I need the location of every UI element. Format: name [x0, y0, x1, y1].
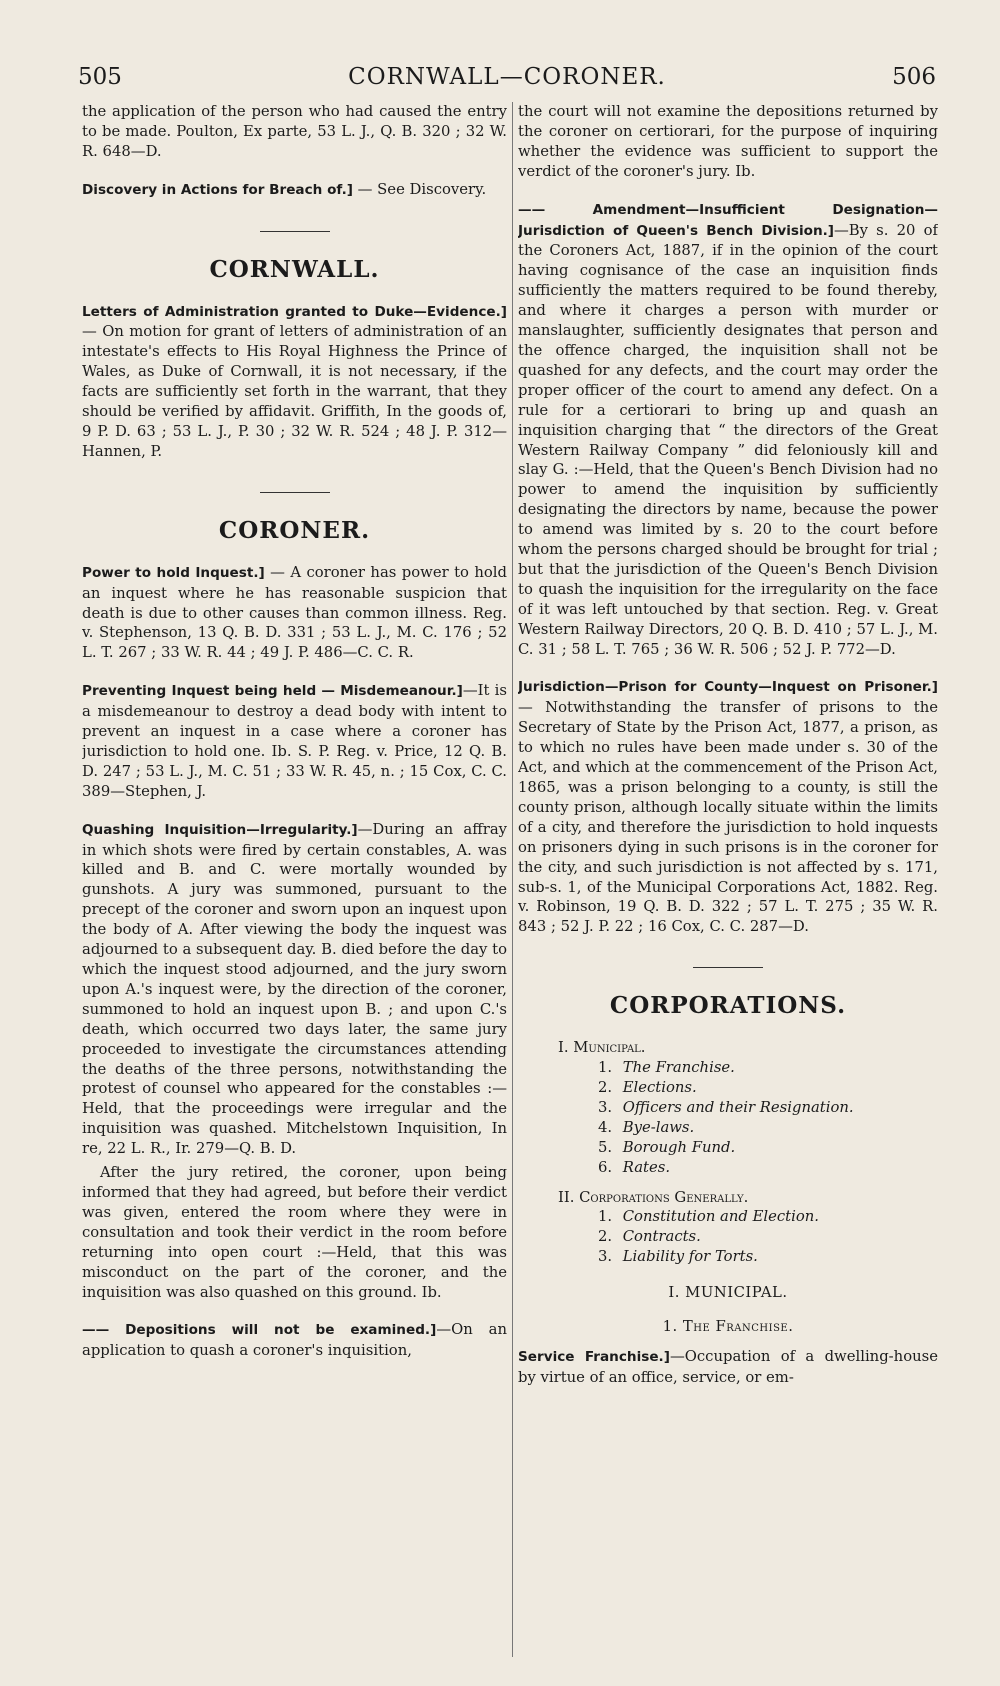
entry-heading: Service Franchise.]	[518, 1348, 670, 1365]
entry-body: — See Discovery.	[352, 180, 487, 198]
toc-item-number: 1.	[598, 1059, 613, 1077]
running-title: CORNWALL—CORONER.	[348, 64, 666, 90]
toc-group-items	[518, 1058, 938, 1177]
toc-item	[598, 1158, 938, 1178]
toc-item-number: 3.	[598, 1248, 613, 1266]
entry-body: — Notwithstanding the transfer of prisons to the Secretary of State by the Prison Act, 1877, a prison, as to which no rules have been made under s. 30 of the Act, and which at the commencement of the Prison Act, 1865, was a prison belonging to a county, is still the county prison, although locally situate within the limits of a city, and therefore the jurisdiction to hold inquests on prisoners dying in such prisons is in the coroner for the city, and such jurisdiction is not affected by s. 171, sub-s. 1, of the Municipal Corporations Act, 1882. Reg. v. Robinson, 19 Q. B. D. 322 ; 57 L. T. 275 ; 35 W. R. 843 ; 52 J. P. 22 ; 16 Cox, C. C. 287—D.	[518, 699, 938, 936]
toc-item	[598, 1247, 938, 1267]
subsection-heading: 1. The Franchise.	[662, 1318, 794, 1336]
toc-item-number: 3.	[598, 1098, 613, 1116]
toc-item-label: Elections.	[622, 1078, 697, 1096]
entry-body: —During an affray in which shots were fired by certain constables, A. was killed and B. and C. were mortally wounded by gunshots. A jury was summoned, pursuant to the precept of the coroner and sworn upon an inquest upon the body of A. After viewing the body the inquest was adjourned to a subsequent day. B. died before the day to which the inquest stood adjourned, and the jury sworn upon A.'s inquest were, by the direction of the coroner, summoned to hold an inquest upon B. ; and upon C.'s death, which occurred two days later, the same jury proceeded to investigate the circumstances attending the deaths of the three persons, notwithstanding the protest of counsel who appeared for the constables :—Held, that the proceedings were irregular and the inquisition was quashed. Mitchelstown Inquisition, In re, 22 L. R., Ir. 279—Q. B. D.	[82, 820, 507, 1158]
entry-body: —Occupation of a dwelling-house by virtue of an office, service, or em-	[518, 1347, 938, 1386]
entry-heading: Discovery in Actions for Breach of.]	[82, 181, 353, 198]
paragraph	[82, 1320, 507, 1361]
toc-item	[598, 1118, 938, 1138]
entry-heading: Quashing Inquisition—Irregularity.]	[82, 821, 358, 838]
paragraph	[82, 681, 507, 801]
paragraph	[518, 200, 938, 660]
section-rule	[260, 492, 330, 493]
toc-item	[598, 1227, 938, 1247]
toc-item-label: Constitution and Election.	[622, 1208, 819, 1226]
section-title-cornwall: CORNWALL.	[209, 255, 380, 283]
toc-item-number: 2.	[598, 1228, 613, 1246]
toc-item-label: Rates.	[622, 1158, 671, 1176]
section-rule	[693, 967, 763, 968]
toc-item	[598, 1138, 938, 1158]
paragraph	[82, 820, 507, 1159]
page-number-left: 505	[78, 64, 122, 90]
section-title-coroner: CORONER.	[218, 516, 371, 544]
paragraph	[82, 563, 507, 664]
toc-group: I. Municipal.	[558, 1039, 646, 1057]
entry-body: — On motion for grant of letters of administration of an intestate's effects to His Royal Highness the Prince of Wales, as Duke of Cornwall, it is not necessary, if the facts are sufficiently set forth in the warrant, that they should be verified by affidavit. Griffith, In the goods of, 9 P. D. 63 ; 53 L. J., P. 30 ; 32 W. R. 524 ; 48 J. P. 312—Hannen, P.	[82, 323, 507, 460]
paragraph	[518, 1347, 938, 1388]
entry-body: —It is a misdemeanour to destroy a dead body with intent to prevent an inquest in a case where a coroner has jurisdiction to hold one. Ib. S. P. Reg. v. Price, 12 Q. B. D. 247 ; 53 L. J., M. C. 51 ; 33 W. R. 45, n. ; 15 Cox, C. C. 389—Stephen, J.	[82, 682, 507, 800]
right-column	[518, 102, 938, 1662]
toc-item-label: Contracts.	[622, 1228, 701, 1246]
section-rule	[260, 231, 330, 232]
toc-group: II. Corporations Generally.	[558, 1188, 749, 1206]
toc-item	[598, 1078, 938, 1098]
entry-heading: Jurisdiction—Prison for County—Inquest on Prisoner.]	[518, 679, 938, 696]
toc-item-number: 6.	[598, 1158, 613, 1176]
toc-item-label: The Franchise.	[622, 1059, 735, 1077]
left-column	[82, 102, 507, 1662]
toc-group-items	[518, 1207, 938, 1267]
toc-item-number: 5.	[598, 1138, 613, 1156]
paragraph: After the jury retired, the coroner, upon being informed that they had agreed, but before their verdict was given, entered the room where they were in consultation and took their verdict in the room before returning into open court :—Held, that this was misconduct on the part of the coroner, and the inquisition was also quashed on this ground. Ib.	[82, 1164, 507, 1301]
entry-heading: Letters of Administration granted to Duke—Evidence.]	[82, 303, 507, 320]
toc-item-number: 4.	[598, 1118, 613, 1136]
toc-item	[598, 1098, 938, 1118]
entry-heading: —— Amendment—Insufficient Designation—Jurisdiction of Queen's Bench Division.]	[518, 201, 938, 239]
entry-heading: —— Depositions will not be examined.]	[82, 1322, 437, 1339]
paragraph: the court will not examine the depositions returned by the coroner on certiorari, for the purpose of inquiring whether the evidence was sufficient to support the verdict of the coroner's jury. Ib.	[518, 103, 938, 180]
entry-heading: Power to hold Inquest.]	[82, 564, 265, 581]
toc-item	[598, 1207, 938, 1227]
toc-item-label: Officers and their Resignation.	[622, 1098, 854, 1116]
page-number-right: 506	[892, 64, 936, 90]
subsection-heading: I. MUNICIPAL.	[668, 1284, 788, 1302]
toc-item-label: Borough Fund.	[622, 1138, 736, 1156]
entry-body: —On an application to quash a coroner's inquisition,	[82, 1321, 507, 1360]
column-divider	[512, 102, 513, 1657]
paragraph: the application of the person who had caused the entry to be made. Poulton, Ex parte, 53 L. J., Q. B. 320 ; 32 W. R. 648—D.	[82, 103, 507, 160]
toc-item	[598, 1058, 938, 1078]
toc-item-number: 1.	[598, 1208, 613, 1226]
entry-body: — A coroner has power to hold an inquest where he has reasonable suspicion that death is due to other causes than common illness. Reg. v. Stephenson, 13 Q. B. D. 331 ; 53 L. J., M. C. 176 ; 52 L. T. 267 ; 33 W. R. 44 ; 49 J. P. 486—C. C. R.	[82, 563, 507, 662]
page-header	[78, 64, 936, 94]
toc-item-number: 2.	[598, 1078, 613, 1096]
entry-body: —By s. 20 of the Coroners Act, 1887, if in the opinion of the court having cognisance of the case an inquisition finds sufficiently the matters required to be found thereby, and where it charges a person with murder or manslaughter, sufficiently designates that person and the offence charged, the inquisition shall not be quashed for any defects, and the court may order the proper officer of the court to amend any defect. On a rule for a certiorari to bring up and quash an inquisition charging that “ the directors of the Great Western Railway Company ” did feloniously kill and slay G. :—Held, that the Queen's Bench Division had no power to amend the inquisition by sufficiently designating the directors by name, because the power to amend was limited by s. 20 to the court before whom the persons charged should be brought for trial ; but that the jurisdiction of the Queen's Bench Division to quash the inquisition for the irregularity on the face of it was left untouched by that section. Reg. v. Great Western Railway Directors, 20 Q. B. D. 410 ; 57 L. J., M. C. 31 ; 58 L. T. 765 ; 36 W. R. 506 ; 52 J. P. 772—D.	[518, 221, 938, 658]
paragraph	[82, 302, 507, 462]
toc-item-label: Bye-laws.	[622, 1118, 695, 1136]
table-of-contents	[518, 1038, 938, 1267]
entry-heading: Preventing Inquest being held — Misdemeanour.]	[82, 683, 463, 700]
toc-item-label: Liability for Torts.	[622, 1248, 758, 1266]
paragraph	[518, 677, 938, 937]
section-title-corporations: CORPORATIONS.	[609, 992, 847, 1020]
paragraph	[82, 180, 507, 201]
